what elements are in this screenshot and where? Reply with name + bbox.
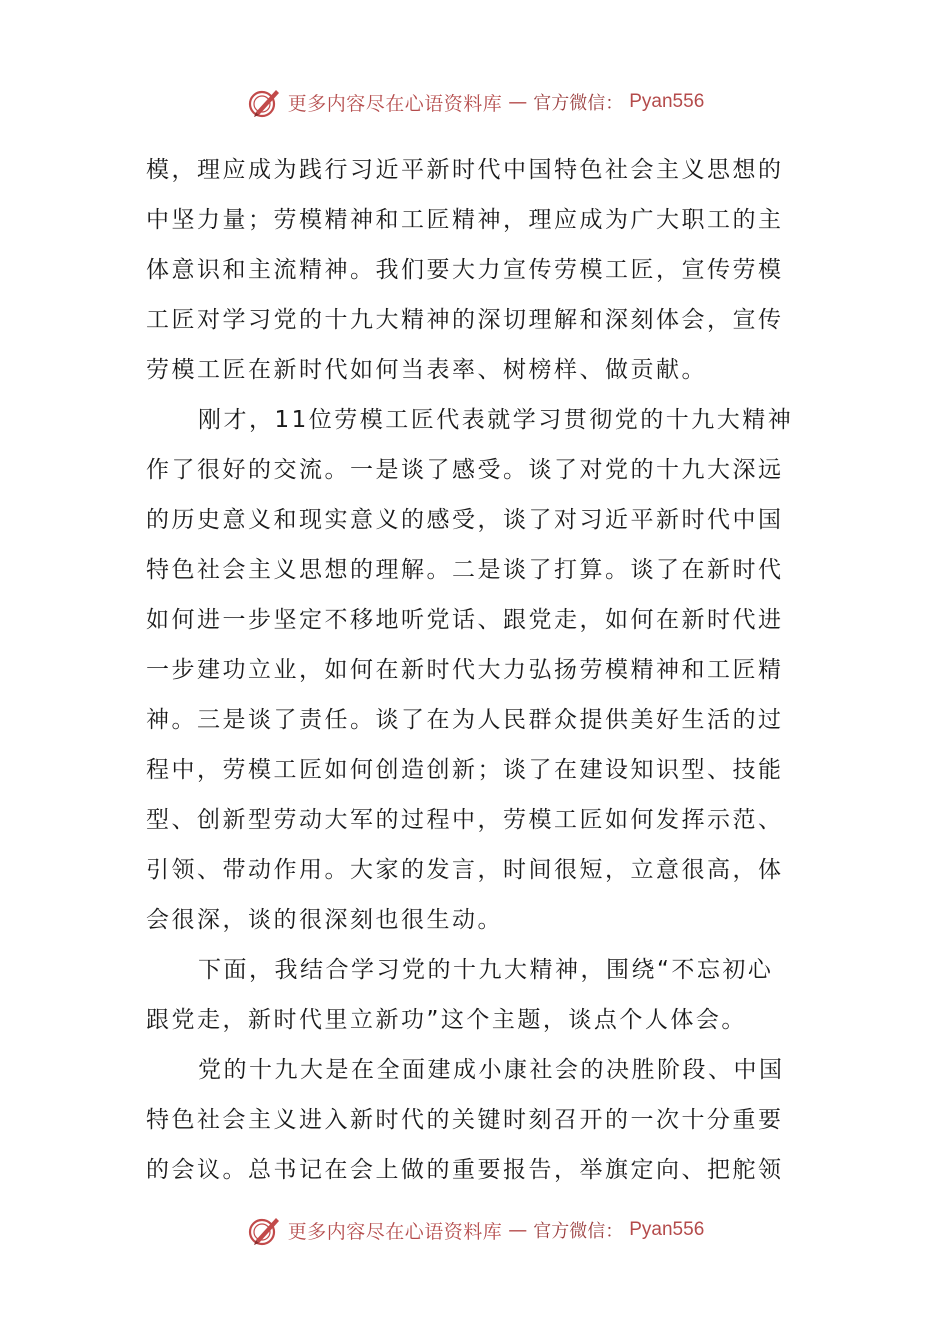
text-line: 特色社会主义思想的理解。二是谈了打算。谈了在新时代 [146,557,784,583]
paragraph-start-line: 刚才，11位劳模工匠代表就学习贯彻党的十九大精神 [198,407,794,433]
text-line: 的历史意义和现实意义的感受，谈了对习近平新时代中国 [146,507,784,533]
document-body [146,145,808,1195]
paragraph-start-line: 党的十九大是在全面建成小康社会的决胜阶段、中国 [198,1057,785,1083]
text-line: 模，理应成为践行习近平新时代中国特色社会主义思想的 [146,157,784,183]
header-wechat-label: 官方微信： [533,93,624,114]
text-line: 跟党走，新时代里立新功”这个主题，谈点个人体会。 [146,1007,747,1033]
text-line: 工匠对学习党的十九大精神的深切理解和深刻体会，宣传 [146,307,784,333]
text-line: 的会议。总书记在会上做的重要报告，举旗定向、把舵领 [146,1157,784,1183]
footer-site-text: 更多内容尽在心语资料库 [287,1220,503,1243]
text-line: 型、创新型劳动大军的过程中，劳模工匠如何发挥示范、 [146,807,784,833]
text-line: 程中，劳模工匠如何创造创新；谈了在建设知识型、技能 [146,757,784,783]
header-banner [0,82,950,122]
paragraph-start-line: 下面，我结合学习党的十九大精神，围绕“不忘初心 [198,957,774,983]
text-line: 中坚力量；劳模精神和工匠精神，理应成为广大职工的主 [146,207,784,233]
text-line: 体意识和主流精神。我们要大力宣传劳模工匠，宣传劳模 [146,257,784,283]
text-line: 神。三是谈了责任。谈了在为人民群众提供美好生活的过 [146,707,784,733]
text-line: 如何进一步坚定不移地听党话、跟党走，如何在新时代进 [146,607,784,633]
header-wechat-id: Pyan556 [629,91,705,112]
text-line: 特色社会主义进入新时代的关键时刻召开的一次十分重要 [146,1107,784,1133]
text-line: 作了很好的交流。一是谈了感受。谈了对党的十九大深远 [146,457,784,483]
header-dash: — [508,91,528,113]
text-line: 会很深，谈的很深刻也很生动。 [146,907,503,933]
footer-banner [0,1210,950,1250]
pen-logo-icon [246,1212,282,1248]
pen-logo-icon [246,84,282,120]
text-line: 劳模工匠在新时代如何当表率、树榜样、做贡献。 [146,357,707,383]
header-site-text: 更多内容尽在心语资料库 [287,92,503,115]
text-line: 一步建功立业，如何在新时代大力弘扬劳模精神和工匠精 [146,657,784,683]
footer-wechat-label: 官方微信： [533,1221,624,1242]
footer-dash: — [508,1219,528,1241]
footer-wechat-id: Pyan556 [629,1219,705,1240]
text-line: 引领、带动作用。大家的发言，时间很短，立意很高，体 [146,857,784,883]
